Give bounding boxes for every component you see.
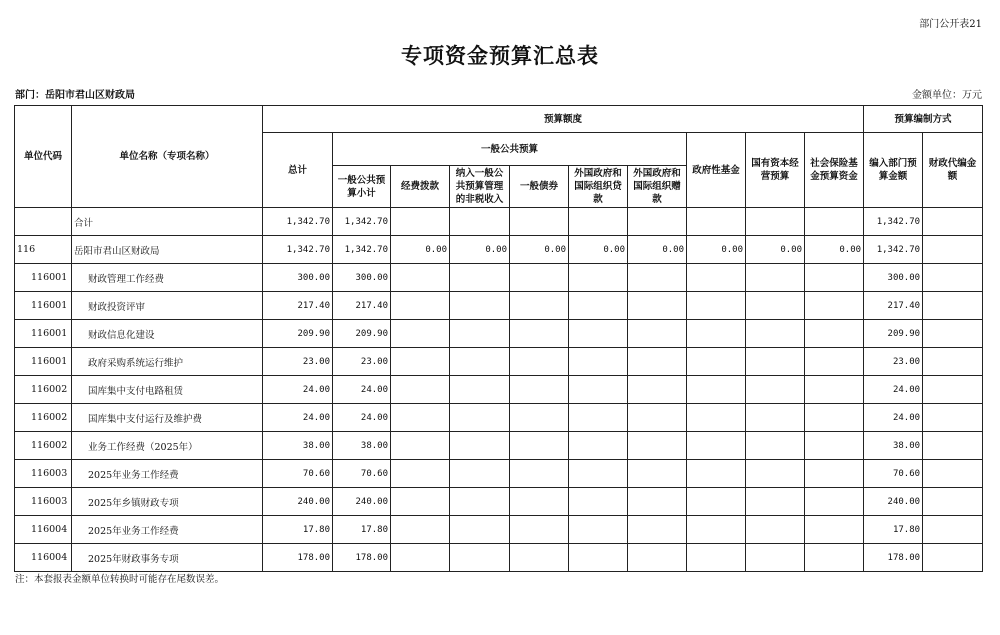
cell-foreign-loan: [569, 348, 628, 376]
cell-state-capital: 0.00: [746, 236, 805, 264]
cell-gp-subtotal: 300.00: [333, 264, 391, 292]
cell-funding: [391, 320, 450, 348]
cell-funding: [391, 376, 450, 404]
cell-total: 300.00: [263, 264, 333, 292]
cell-name: 财政信息化建设: [72, 320, 263, 348]
cell-social-insurance: [805, 516, 864, 544]
cell-non-tax: 0.00: [450, 236, 510, 264]
cell-total: 70.60: [263, 460, 333, 488]
cell-non-tax: [450, 488, 510, 516]
header-gov-fund: 政府性基金: [687, 133, 746, 208]
cell-foreign-grant: [628, 264, 687, 292]
cell-gp-subtotal: 1,342.70: [333, 208, 391, 236]
cell-state-capital: [746, 208, 805, 236]
cell-foreign-loan: [569, 460, 628, 488]
cell-state-capital: [746, 348, 805, 376]
cell-general-bond: [510, 320, 569, 348]
cell-gp-subtotal: 178.00: [333, 544, 391, 572]
form-number: 部门公开表21: [919, 19, 982, 30]
cell-state-capital: [746, 404, 805, 432]
cell-funding: [391, 292, 450, 320]
cell-finance-agency: [923, 516, 983, 544]
cell-gov-fund: 0.00: [687, 236, 746, 264]
cell-non-tax: [450, 292, 510, 320]
cell-state-capital: [746, 460, 805, 488]
cell-code: 116002: [15, 432, 72, 460]
cell-foreign-grant: [628, 488, 687, 516]
cell-gov-fund: [687, 516, 746, 544]
cell-gp-subtotal: 24.00: [333, 376, 391, 404]
cell-general-bond: [510, 264, 569, 292]
cell-general-bond: [510, 460, 569, 488]
cell-funding: [391, 460, 450, 488]
cell-state-capital: [746, 264, 805, 292]
budget-table: [14, 105, 983, 572]
cell-general-bond: [510, 404, 569, 432]
cell-dept-budget: 70.60: [864, 460, 923, 488]
cell-foreign-loan: [569, 264, 628, 292]
cell-total: 24.00: [263, 376, 333, 404]
cell-dept-budget: 300.00: [864, 264, 923, 292]
cell-code: 116004: [15, 516, 72, 544]
cell-gov-fund: [687, 348, 746, 376]
cell-state-capital: [746, 432, 805, 460]
cell-name: 财政管理工作经费: [72, 264, 263, 292]
cell-gov-fund: [687, 432, 746, 460]
cell-funding: [391, 404, 450, 432]
cell-code: 116003: [15, 488, 72, 516]
cell-total: 24.00: [263, 404, 333, 432]
table-row: [15, 236, 983, 264]
cell-social-insurance: [805, 264, 864, 292]
cell-foreign-loan: [569, 488, 628, 516]
header-general-bond: 一般债券: [510, 166, 569, 208]
cell-foreign-loan: [569, 208, 628, 236]
cell-non-tax: [450, 320, 510, 348]
cell-gp-subtotal: 24.00: [333, 404, 391, 432]
cell-finance-agency: [923, 320, 983, 348]
cell-foreign-grant: [628, 516, 687, 544]
header-code: 单位代码: [15, 106, 72, 208]
cell-total: 240.00: [263, 488, 333, 516]
cell-foreign-loan: [569, 516, 628, 544]
header-state-capital: 国有资本经营预算: [746, 133, 805, 208]
cell-foreign-loan: [569, 432, 628, 460]
cell-finance-agency: [923, 264, 983, 292]
cell-social-insurance: 0.00: [805, 236, 864, 264]
cell-finance-agency: [923, 432, 983, 460]
cell-code: 116002: [15, 376, 72, 404]
table-row: [15, 404, 983, 432]
header-gp-subtotal: 一般公共预算小计: [333, 166, 391, 208]
page-title: 专项资金预算汇总表: [401, 43, 599, 68]
table-row: [15, 348, 983, 376]
cell-foreign-grant: 0.00: [628, 236, 687, 264]
cell-gov-fund: [687, 404, 746, 432]
cell-funding: [391, 544, 450, 572]
cell-foreign-grant: [628, 292, 687, 320]
cell-code: 116003: [15, 460, 72, 488]
cell-gp-subtotal: 1,342.70: [333, 236, 391, 264]
cell-gp-subtotal: 240.00: [333, 488, 391, 516]
cell-dept-budget: 38.00: [864, 432, 923, 460]
header-method: 预算编制方式: [864, 106, 983, 133]
cell-general-bond: 0.00: [510, 236, 569, 264]
cell-dept-budget: 217.40: [864, 292, 923, 320]
cell-finance-agency: [923, 376, 983, 404]
cell-social-insurance: [805, 208, 864, 236]
cell-general-bond: [510, 432, 569, 460]
cell-foreign-loan: 0.00: [569, 236, 628, 264]
cell-state-capital: [746, 292, 805, 320]
footnote: 注：本套报表金额单位转换时可能存在尾数误差。: [15, 574, 225, 585]
cell-non-tax: [450, 516, 510, 544]
cell-total: 38.00: [263, 432, 333, 460]
cell-dept-budget: 178.00: [864, 544, 923, 572]
cell-gp-subtotal: 17.80: [333, 516, 391, 544]
cell-gp-subtotal: 70.60: [333, 460, 391, 488]
cell-foreign-loan: [569, 292, 628, 320]
cell-funding: 0.00: [391, 236, 450, 264]
cell-total: 217.40: [263, 292, 333, 320]
cell-total: 1,342.70: [263, 208, 333, 236]
cell-gov-fund: [687, 488, 746, 516]
cell-gov-fund: [687, 376, 746, 404]
cell-social-insurance: [805, 292, 864, 320]
cell-funding: [391, 208, 450, 236]
cell-state-capital: [746, 320, 805, 348]
cell-general-bond: [510, 292, 569, 320]
cell-finance-agency: [923, 348, 983, 376]
cell-dept-budget: 1,342.70: [864, 236, 923, 264]
header-dept-budget: 编入部门预算金额: [864, 133, 923, 208]
header-foreign-loan: 外国政府和国际组织贷款: [569, 166, 628, 208]
table-row: [15, 264, 983, 292]
cell-funding: [391, 488, 450, 516]
cell-total: 23.00: [263, 348, 333, 376]
cell-name: 财政投资评审: [72, 292, 263, 320]
cell-dept-budget: 1,342.70: [864, 208, 923, 236]
cell-social-insurance: [805, 544, 864, 572]
cell-non-tax: [450, 544, 510, 572]
cell-foreign-grant: [628, 544, 687, 572]
cell-name: 2025年业务工作经费: [72, 516, 263, 544]
cell-foreign-loan: [569, 320, 628, 348]
cell-gov-fund: [687, 320, 746, 348]
cell-name: 国库集中支付电路租赁: [72, 376, 263, 404]
cell-dept-budget: 24.00: [864, 404, 923, 432]
cell-total: 17.80: [263, 516, 333, 544]
cell-name: 2025年业务工作经费: [72, 460, 263, 488]
cell-code: 116001: [15, 264, 72, 292]
cell-dept-budget: 23.00: [864, 348, 923, 376]
cell-general-bond: [510, 376, 569, 404]
cell-code: 116: [15, 236, 72, 264]
cell-non-tax: [450, 376, 510, 404]
unit-label: 金额单位：万元: [912, 90, 982, 101]
table-row: [15, 516, 983, 544]
cell-total: 178.00: [263, 544, 333, 572]
cell-name: 合计: [72, 208, 263, 236]
cell-general-bond: [510, 544, 569, 572]
table-row: [15, 208, 983, 236]
department-label: 部门：岳阳市君山区财政局: [15, 90, 135, 101]
header-budget-amount: 预算额度: [263, 106, 864, 133]
cell-general-bond: [510, 516, 569, 544]
cell-funding: [391, 516, 450, 544]
cell-name: 政府采购系统运行维护: [72, 348, 263, 376]
cell-state-capital: [746, 376, 805, 404]
cell-social-insurance: [805, 404, 864, 432]
table-row: [15, 376, 983, 404]
header-social-insurance: 社会保险基金预算资金: [805, 133, 864, 208]
cell-finance-agency: [923, 292, 983, 320]
cell-finance-agency: [923, 544, 983, 572]
cell-social-insurance: [805, 348, 864, 376]
header-total: 总计: [263, 133, 333, 208]
cell-state-capital: [746, 544, 805, 572]
cell-gov-fund: [687, 544, 746, 572]
cell-gp-subtotal: 217.40: [333, 292, 391, 320]
cell-total: 1,342.70: [263, 236, 333, 264]
header-non-tax: 纳入一般公共预算管理的非税收入: [450, 166, 510, 208]
cell-code: 116001: [15, 320, 72, 348]
header-name: 单位名称（专项名称）: [72, 106, 263, 208]
cell-non-tax: [450, 432, 510, 460]
cell-code: 116004: [15, 544, 72, 572]
cell-dept-budget: 17.80: [864, 516, 923, 544]
cell-non-tax: [450, 264, 510, 292]
cell-name: 国库集中支付运行及维护费: [72, 404, 263, 432]
cell-gov-fund: [687, 460, 746, 488]
cell-foreign-grant: [628, 348, 687, 376]
cell-non-tax: [450, 348, 510, 376]
cell-foreign-grant: [628, 432, 687, 460]
cell-social-insurance: [805, 432, 864, 460]
header-finance-agency: 财政代编金额: [923, 133, 983, 208]
cell-state-capital: [746, 516, 805, 544]
table-row: [15, 488, 983, 516]
cell-dept-budget: 240.00: [864, 488, 923, 516]
cell-social-insurance: [805, 320, 864, 348]
header-foreign-grant: 外国政府和国际组织赠款: [628, 166, 687, 208]
cell-code: 116001: [15, 348, 72, 376]
table-row: [15, 320, 983, 348]
cell-foreign-grant: [628, 460, 687, 488]
cell-dept-budget: 209.90: [864, 320, 923, 348]
cell-non-tax: [450, 208, 510, 236]
cell-gp-subtotal: 23.00: [333, 348, 391, 376]
table-row: [15, 544, 983, 572]
cell-non-tax: [450, 460, 510, 488]
table-row: [15, 292, 983, 320]
cell-funding: [391, 348, 450, 376]
cell-name: 岳阳市君山区财政局: [72, 236, 263, 264]
cell-name: 2025年乡镇财政专项: [72, 488, 263, 516]
cell-foreign-loan: [569, 404, 628, 432]
cell-dept-budget: 24.00: [864, 376, 923, 404]
cell-non-tax: [450, 404, 510, 432]
cell-foreign-loan: [569, 544, 628, 572]
cell-foreign-grant: [628, 208, 687, 236]
cell-finance-agency: [923, 404, 983, 432]
table-row: [15, 432, 983, 460]
cell-state-capital: [746, 488, 805, 516]
cell-finance-agency: [923, 460, 983, 488]
cell-finance-agency: [923, 488, 983, 516]
header-general-public: 一般公共预算: [333, 133, 687, 166]
cell-funding: [391, 264, 450, 292]
cell-gov-fund: [687, 208, 746, 236]
cell-foreign-loan: [569, 376, 628, 404]
cell-general-bond: [510, 488, 569, 516]
table-row: [15, 460, 983, 488]
cell-code: 116001: [15, 292, 72, 320]
cell-funding: [391, 432, 450, 460]
cell-foreign-grant: [628, 404, 687, 432]
cell-social-insurance: [805, 488, 864, 516]
cell-code: [15, 208, 72, 236]
cell-gov-fund: [687, 292, 746, 320]
cell-total: 209.90: [263, 320, 333, 348]
cell-name: 业务工作经费（2025年）: [72, 432, 263, 460]
cell-gp-subtotal: 38.00: [333, 432, 391, 460]
cell-gp-subtotal: 209.90: [333, 320, 391, 348]
cell-social-insurance: [805, 460, 864, 488]
header-funding: 经费拨款: [391, 166, 450, 208]
cell-foreign-grant: [628, 376, 687, 404]
cell-finance-agency: [923, 236, 983, 264]
cell-finance-agency: [923, 208, 983, 236]
cell-social-insurance: [805, 376, 864, 404]
cell-general-bond: [510, 348, 569, 376]
cell-foreign-grant: [628, 320, 687, 348]
cell-gov-fund: [687, 264, 746, 292]
cell-general-bond: [510, 208, 569, 236]
cell-code: 116002: [15, 404, 72, 432]
cell-name: 2025年财政事务专项: [72, 544, 263, 572]
